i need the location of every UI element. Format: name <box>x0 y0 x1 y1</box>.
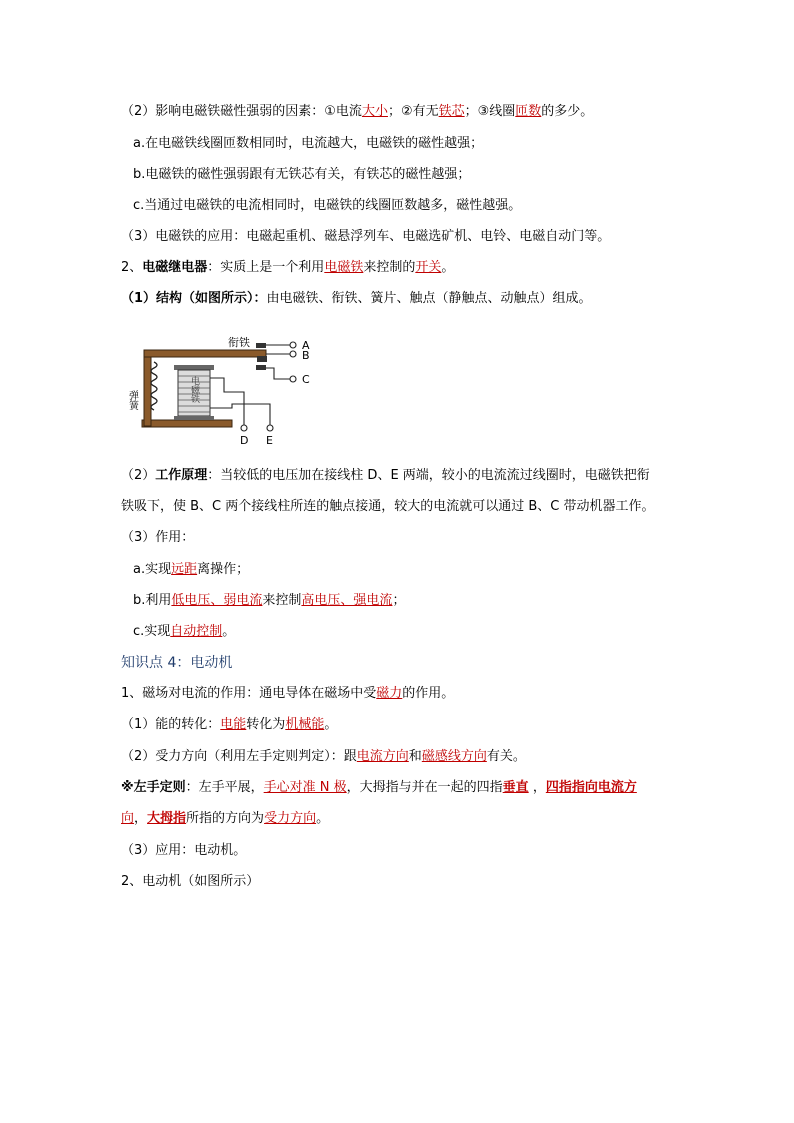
text: 。 <box>441 260 455 275</box>
terminal-a-label: A <box>302 339 310 352</box>
label-core: 电磁铁 <box>189 376 199 403</box>
text: （2） <box>121 468 156 483</box>
line-magnet-factors <box>121 104 593 120</box>
keyword-fingers-current-cont: 向 <box>121 811 135 826</box>
line-energy-conversion <box>121 717 337 733</box>
text: ，大拇指与并在一起的四指 <box>346 780 503 795</box>
line-relay-structure <box>121 291 592 307</box>
text: 的多少。 <box>541 104 594 119</box>
text: 的作用。 <box>402 686 455 701</box>
keyword-auto-control: 自动控制 <box>170 624 223 639</box>
text: c.实现 <box>133 624 171 639</box>
keyword-thumb: 大拇指 <box>147 811 187 826</box>
keyword-electromagnet: 电磁铁 <box>324 260 364 275</box>
text: （2）影响电磁铁磁性强弱的因素：①电流 <box>121 104 362 119</box>
line-motor-figure: 2、电动机（如图所示） <box>121 874 260 889</box>
relay-diagram <box>126 332 340 450</box>
keyword-mechanical-energy: 机械能 <box>285 717 325 732</box>
line-working-principle <box>121 468 650 484</box>
relay-base <box>142 420 232 427</box>
text: a.实现 <box>133 562 172 577</box>
text: 所指的方向为 <box>186 811 265 826</box>
line-left-hand-rule <box>121 780 637 796</box>
keyword-low-voltage: 低电压、弱电流 <box>171 593 263 608</box>
label-armature: 衔铁 <box>228 336 250 349</box>
keyword-current-direction: 电流方向 <box>356 749 409 764</box>
text: 转化为 <box>246 717 286 732</box>
term-relay: 电磁继电器 <box>142 260 208 275</box>
text: 。 <box>316 811 330 826</box>
text: 2、 <box>121 260 143 275</box>
keyword-switch: 开关 <box>415 260 442 275</box>
text: ； <box>392 593 406 608</box>
term-working-principle: 工作原理 <box>155 468 208 483</box>
label-spring: 弹簧 <box>126 390 138 410</box>
text: 由电磁铁、衔铁、簧片、触点（静触点、动触点）组成。 <box>266 291 592 306</box>
term-structure: （1）结构（如图所示）： <box>121 291 267 306</box>
line-factor-a: a.在电磁铁线圈匝数相同时，电流越大，电磁铁的磁性越强； <box>133 136 484 151</box>
text: 有关。 <box>486 749 526 764</box>
line-motor-application: （3）应用：电动机。 <box>121 843 247 858</box>
terminal-c-label: C <box>302 373 310 386</box>
line-relay-function: （3）作用： <box>121 530 195 545</box>
term-left-hand-rule: ※左手定则 <box>121 780 186 795</box>
line-factor-b: b.电磁铁的磁性强弱跟有无铁芯有关，有铁芯的磁性越强； <box>133 167 471 182</box>
core-bottom <box>174 416 214 420</box>
line-function-a <box>133 562 249 578</box>
text: ， <box>134 811 148 826</box>
line-function-c <box>133 624 235 640</box>
keyword-high-voltage: 高电压、强电流 <box>301 593 393 608</box>
text: ：当较低的电压加在接线柱 D、E 两端，较小的电流流过线圈时，电磁铁把衔 <box>207 468 650 483</box>
keyword-force-direction: 受力方向 <box>264 811 317 826</box>
line-factor-c: c.当通过电磁铁的电流相同时，电磁铁的线圈匝数越多，磁性越强。 <box>133 198 522 213</box>
text: 离操作； <box>197 562 250 577</box>
contact-top <box>256 343 266 348</box>
text: ， <box>528 780 546 795</box>
keyword-turns: 匝数 <box>515 104 542 119</box>
keyword-current-size: 大小 <box>361 104 388 119</box>
keyword-perpendicular: 垂直 <box>502 780 529 795</box>
line-function-b <box>133 593 405 609</box>
keyword-field-direction: 磁感线方向 <box>421 749 487 764</box>
line-left-hand-rule-cont <box>121 811 329 827</box>
keyword-electric-energy: 电能 <box>220 717 247 732</box>
keyword-magnetic-force: 磁力 <box>376 686 403 701</box>
line-magnetic-force <box>121 686 454 702</box>
text: 和 <box>408 749 422 764</box>
text: ：实质上是一个利用 <box>207 260 325 275</box>
text: 1、磁场对电流的作用：通电导体在磁场中受 <box>121 686 377 701</box>
text: （1）能的转化： <box>121 717 221 732</box>
terminal-b-label: B <box>302 349 310 362</box>
keyword-remote: 远距 <box>171 562 198 577</box>
keyword-fingers-current: 四指指向电流方 <box>545 780 637 795</box>
contact-bottom <box>256 365 266 370</box>
armature-bar <box>144 350 266 357</box>
terminal-d-label: D <box>240 434 249 447</box>
text: 。 <box>324 717 338 732</box>
contact-moving <box>257 356 267 362</box>
line-force-direction <box>121 749 526 765</box>
keyword-palm-n-pole: 手心对准 N 极 <box>263 780 347 795</box>
text: ；②有无 <box>387 104 439 119</box>
keyword-iron-core: 铁芯 <box>438 104 465 119</box>
text: 来控制的 <box>363 260 416 275</box>
text: （2）受力方向（利用左手定则判定）：跟 <box>121 749 357 764</box>
section-heading-motor: 知识点 4：电动机 <box>121 655 233 671</box>
terminal-e-label: E <box>266 434 273 447</box>
spring-icon <box>151 362 157 410</box>
text: ；③线圈 <box>464 104 516 119</box>
line-relay-definition <box>121 260 454 276</box>
relay-frame <box>144 350 151 426</box>
core-top <box>174 365 214 370</box>
line-magnet-applications: （3）电磁铁的应用：电磁起重机、磁悬浮列车、电磁选矿机、电铃、电磁自动门等。 <box>121 229 611 244</box>
line-working-principle-cont: 铁吸下，使 B、C 两个接线柱所连的触点接通，较大的电流就可以通过 B、C 带动机器工作。 <box>121 499 655 514</box>
text: ：左手平展， <box>185 780 264 795</box>
text: 。 <box>222 624 236 639</box>
text: 来控制 <box>262 593 302 608</box>
text: b.利用 <box>133 593 172 608</box>
